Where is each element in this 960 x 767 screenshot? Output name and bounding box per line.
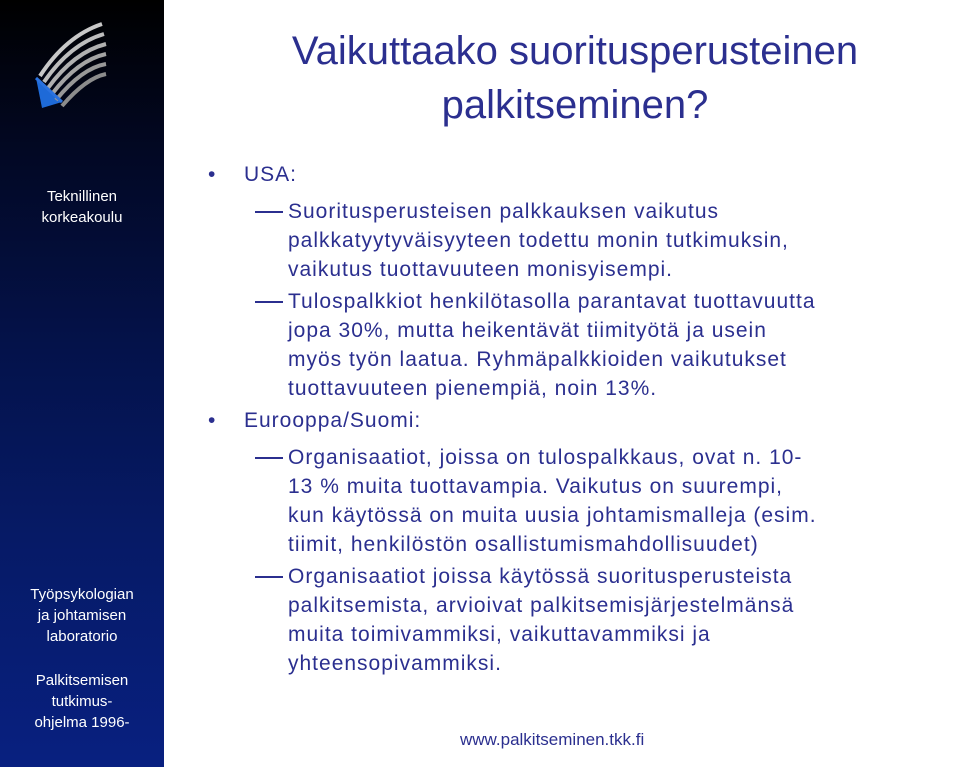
- bullet-europe: • Eurooppa/Suomi:: [208, 406, 956, 435]
- bullet-usa: • USA:: [208, 160, 956, 189]
- slide-title: Vaikuttaako suoritusperusteinen palkitseminen?: [291, 29, 859, 127]
- program-name: Palkitsemisen tutkimus- ohjelma 1996-: [34, 672, 130, 731]
- dash-icon: [255, 576, 283, 578]
- university-logo-icon: [28, 20, 108, 120]
- lab-name: Työpsykologian ja johtamisen laboratorio: [30, 586, 134, 645]
- dash-icon: [255, 457, 283, 459]
- slide-content: [208, 160, 956, 681]
- sub-bullet-usa-1: Suoritusperusteisen palkkauksen vaikutus palkkatyytyväisyyteen todettu monin tutkimuksin, vaikutus tuottavuuteen monisyisempi.: [208, 197, 956, 284]
- dash-icon: [255, 211, 283, 213]
- institution-name: Teknillinen korkeakoulu: [41, 188, 123, 226]
- dash-icon: [255, 301, 283, 303]
- bullet-icon: •: [208, 163, 217, 186]
- sub-bullet-europe-2: Organisaatiot joissa käytössä suoritusperusteista palkitsemista, arvioivat palkitsemisjärjestelmänsä muita toimivammiksi, vaikuttavammiksi ja yhteensopivammiksi.: [208, 562, 956, 678]
- footer-url: www.palkitseminen.tkk.fi: [460, 730, 645, 749]
- sidebar: [0, 0, 164, 767]
- bullet-icon: •: [208, 409, 217, 432]
- sub-bullet-europe-1: Organisaatiot, joissa on tulospalkkaus, ovat n. 10- 13 % muita tuottavampia. Vaikutus on suurempi, kun käytössä on muita uusia johtamismalleja (esim. tiimit, henkilöstön osallistumismahdollisuudet): [208, 443, 956, 559]
- sub-bullet-usa-2: Tulospalkkiot henkilötasolla parantavat tuottavuutta jopa 30%, mutta heikentävät tiimityötä ja usein myös työn laatua. Ryhmäpalkkioiden vaikutukset tuottavuuteen pienempiä, noin 13%.: [208, 287, 956, 403]
